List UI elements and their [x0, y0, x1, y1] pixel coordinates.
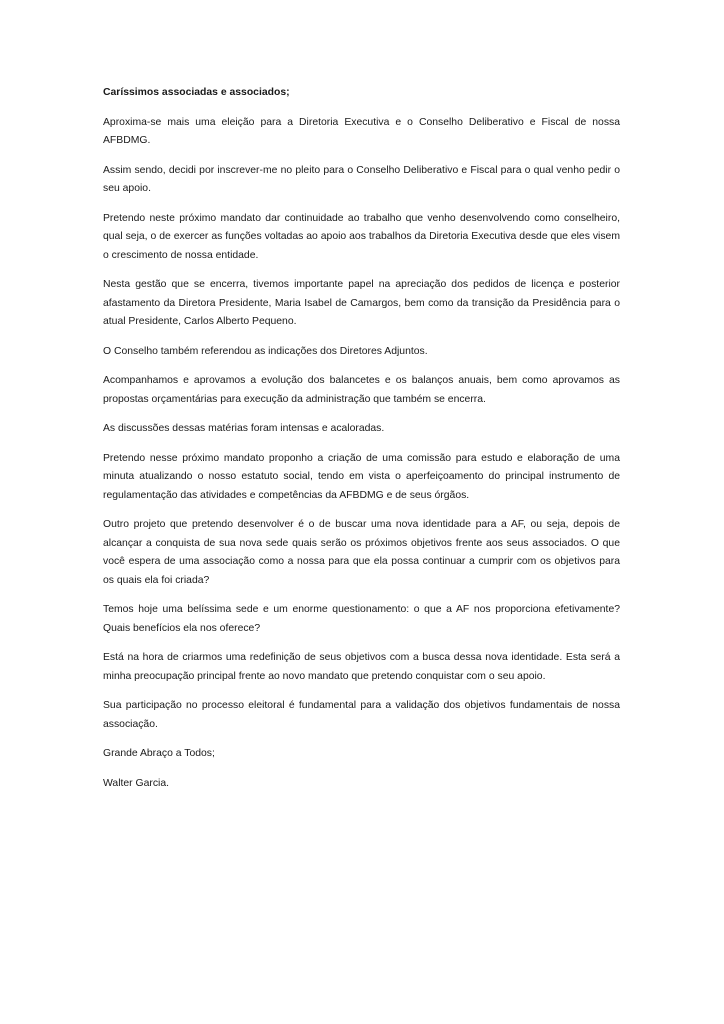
- paragraph-statute: Pretendo nesse próximo mandato proponho a criação de uma comissão para estudo e elaboração de uma minuta atualizando o nosso estatuto social, tendo em vista o aperfeiçoamento do principal instrumento de regulamentação das atividades e competências da AFBDMG e de seus órgãos.: [103, 452, 620, 501]
- paragraph-council: O Conselho também referendou as indicações dos Diretores Adjuntos.: [103, 345, 428, 357]
- letter-closing: Grande Abraço a Todos;: [103, 748, 215, 759]
- paragraph-headquarters: Temos hoje uma belíssima sede e um enorme questionamento: o que a AF nos proporciona efetivamente? Quais benefícios ela nos oferece?: [103, 604, 620, 634]
- paragraph-continuity: Pretendo neste próximo mandato dar continuidade ao trabalho que venho desenvolvendo como conselheiro, qual seja, o de exercer as funções voltadas ao apoio aos trabalhos da Diretoria Executiva desde que eles visem o crescimento de nossa entidade.: [103, 212, 620, 261]
- paragraph-participation: Sua participação no processo eleitoral é fundamental para a validação dos objetivos fundamentais de nossa associação.: [103, 700, 620, 730]
- letter-greeting: Caríssimos associadas e associados;: [103, 87, 290, 98]
- letter-signature: Walter Garcia.: [103, 777, 170, 789]
- paragraph-management: Nesta gestão que se encerra, tivemos importante papel na apreciação dos pedidos de licença e posterior afastamento da Diretora Presidente, Maria Isabel de Camargos, bem como da transição da Presidência para o atual Presidente, Carlos Alberto Pequeno.: [103, 279, 620, 327]
- paragraph-candidacy: Assim sendo, decidi por inscrever-me no pleito para o Conselho Deliberativo e Fiscal para o qual venho pedir o seu apoio.: [103, 164, 620, 194]
- letter-body: [103, 84, 620, 804]
- paragraph-election: Aproxima-se mais uma eleição para a Diretoria Executiva e o Conselho Deliberativo e Fiscal de nossa AFBDMG.: [103, 116, 620, 146]
- paragraph-balances: Acompanhamos e aprovamos a evolução dos balancetes e os balanços anuais, bem como aprovamos as propostas orçamentárias para execução da administração que também se encerra.: [103, 375, 620, 405]
- paragraph-discussions: As discussões dessas matérias foram intensas e acaloradas.: [103, 423, 385, 434]
- paragraph-redefinition: Está na hora de criarmos uma redefinição de seus objetivos com a busca dessa nova identidade. Esta será a minha preocupação principal frente ao novo mandato que pretendo conquistar com o seu apoio.: [103, 652, 620, 682]
- paragraph-identity: Outro projeto que pretendo desenvolver é o de buscar uma nova identidade para a AF, ou seja, depois de alcançar a conquista de sua nova sede quais serão os próximos objetivos frente aos seus associados. O que você espera de uma associação como a nossa para que ela possa continuar a cumprir com os objetivos para os quais ela foi criada?: [103, 519, 620, 586]
